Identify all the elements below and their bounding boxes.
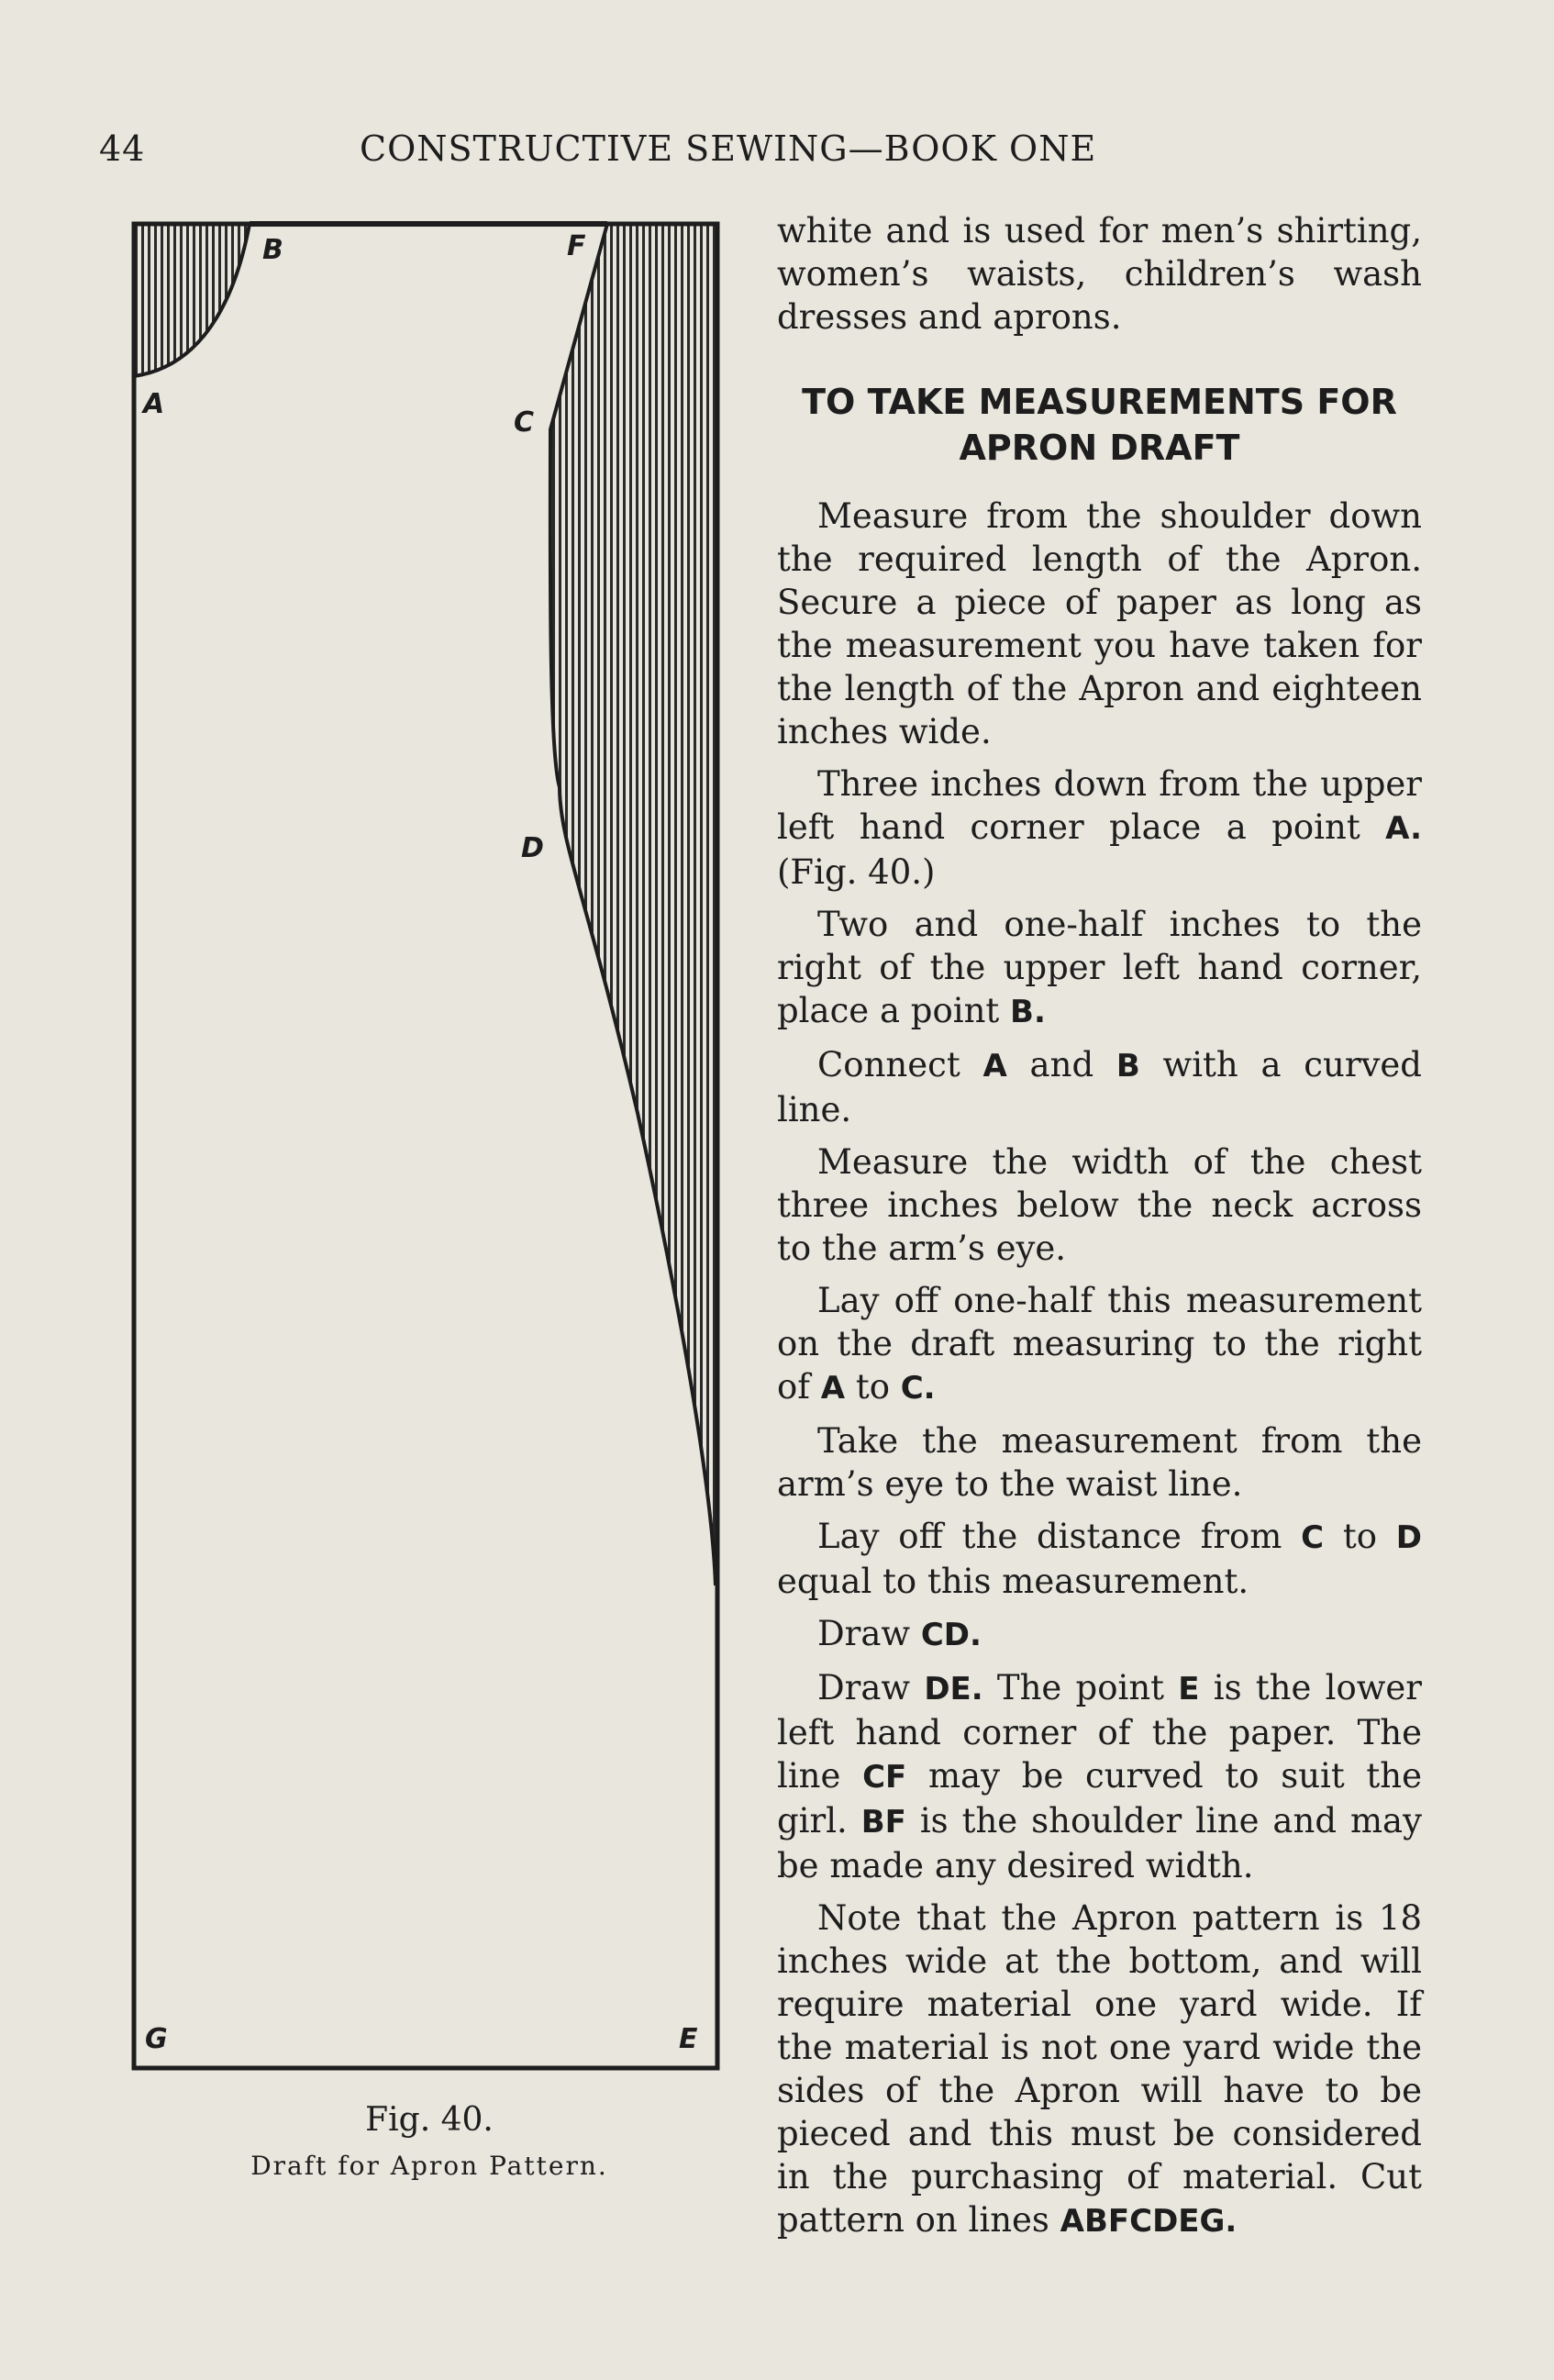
label-c: C xyxy=(1301,1519,1325,1556)
label-cd: CD. xyxy=(920,1617,982,1653)
paragraph-measure-length: Measure from the shoulder down the required length of the Apron. Secure a piece of paper as long as the measurement you have taken for the length of the Apron and eighteen inches wide. xyxy=(777,496,1422,751)
text: Note that the Apron pattern is 18 inches wide at the bottom, and will require material one yard wide. If the material is not one yard wide the sides of the Apron will have to be pieced and this must be considered in the purchasing of material. Cut pattern on lines xyxy=(777,1898,1422,2240)
point-label-D: D xyxy=(521,832,544,864)
label-a: A xyxy=(820,1370,846,1407)
intro-paragraph: white and is used for men’s shirting, women’s waists, children’s wash dresses and aprons. xyxy=(777,211,1422,337)
apron-draft-figure xyxy=(128,218,730,2072)
text: is the lower left hand corner of the paper. The line xyxy=(777,1668,1422,1796)
figure-number: Fig. 40. xyxy=(365,2101,494,2139)
fig-reference: (Fig. 40.) xyxy=(777,852,936,892)
text: with a curved line. xyxy=(777,1045,1422,1129)
text: Two and one-half inches to the right of the upper left hand corner, place a point xyxy=(777,905,1422,1030)
label-cut-lines: ABFCDEG. xyxy=(1060,2203,1238,2240)
page-number: 44 xyxy=(99,128,146,169)
text: and xyxy=(1006,1045,1116,1084)
text: Lay off one-half this measurement on the draft measuring to the right of xyxy=(777,1281,1422,1407)
label-de: DE. xyxy=(924,1671,983,1707)
text: to xyxy=(845,1367,901,1407)
label-a: A. xyxy=(1385,810,1422,847)
text: to xyxy=(1324,1517,1396,1556)
label-e: E xyxy=(1178,1671,1200,1707)
paragraph-a-to-c xyxy=(777,1279,1422,1410)
point-label-B: B xyxy=(262,234,283,266)
text: Lay off the distance from xyxy=(817,1517,1302,1556)
text: is the shoulder line and may be made any desired width. xyxy=(777,1801,1422,1885)
text: Draw xyxy=(817,1668,925,1707)
text: Draw xyxy=(817,1614,921,1653)
label-d: D xyxy=(1395,1519,1422,1556)
point-label-G: G xyxy=(145,2023,168,2055)
paragraph-note xyxy=(777,1896,1422,2243)
paragraph-chest-width: Measure the width of the chest three inches below the neck across to the arm’s eye. xyxy=(777,1142,1422,1268)
label-b: B. xyxy=(1010,994,1046,1030)
label-c: C. xyxy=(900,1370,936,1407)
label-b: B xyxy=(1116,1048,1140,1084)
point-label-C: C xyxy=(514,406,535,439)
running-head: CONSTRUCTIVE SEWING—BOOK ONE xyxy=(360,128,1097,169)
text: may be curved to suit the girl. xyxy=(777,1756,1423,1841)
apron-draft-diagram xyxy=(128,218,730,2072)
neck-cutaway-hatch xyxy=(134,224,250,376)
point-label-F: F xyxy=(567,230,586,262)
paragraph-c-to-d xyxy=(777,1515,1422,1603)
point-label-E: E xyxy=(679,2023,698,2055)
label-a: A xyxy=(982,1048,1007,1084)
paragraph-draw-cd xyxy=(777,1612,1422,1657)
section-heading: TO TAKE MEASUREMENTS FOR APRON DRAFT xyxy=(802,382,1397,468)
paragraph-connect-ab xyxy=(777,1043,1422,1131)
paragraph-point-b xyxy=(777,903,1422,1034)
label-bf: BF xyxy=(860,1804,906,1841)
text: Three inches down from the upper left hand corner place a point xyxy=(777,764,1422,847)
point-label-A: A xyxy=(143,388,165,420)
body-text-column xyxy=(777,209,1422,2252)
text: equal to this measurement. xyxy=(777,1562,1249,1601)
paragraph-point-a xyxy=(777,762,1422,894)
paragraph-draw-de xyxy=(777,1666,1422,1887)
label-cf: CF xyxy=(862,1759,907,1796)
text: The point xyxy=(982,1668,1179,1707)
text: Connect xyxy=(817,1045,983,1084)
paragraph-arms-eye: Take the measurement from the arm’s eye to the waist line. xyxy=(777,1421,1422,1504)
figure-caption: Draft for Apron Pattern. xyxy=(250,2151,608,2181)
